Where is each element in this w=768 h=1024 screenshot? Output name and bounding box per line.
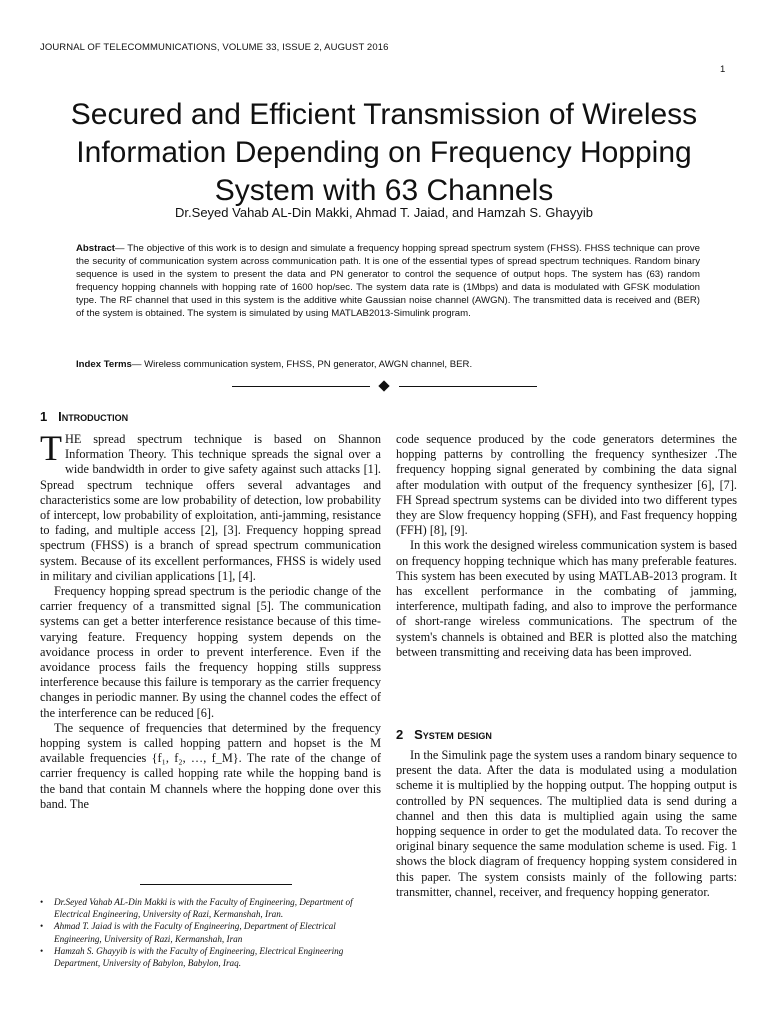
footnote-bullet: • (40, 945, 44, 956)
paper-title: Secured and Efficient Transmission of Wireless Information Depending on Frequency Hopping System with 63 Channels (70, 98, 698, 208)
intro-paragraph-1-text: HE spread spectrum technique is based on Shannon Information Theory. This technique spreads the signal over a wide bandwidth in order to give safety against such attacks [1]. Spread spectrum technique offers several advantages and characteristics some are low probability of detection, low probability of intercept, low probability of exploitation, anti-jamming, resistance to fading, and multiple access [2], [3]. Frequency hopping spread spectrum (FHSS) is a branch of spread spectrum communication system. Because of its excellent performances, FHSS is widely used in military and civilian applications [1], [4]. (40, 432, 381, 583)
section-2-body (396, 748, 737, 900)
section-divider (232, 379, 537, 393)
index-terms-text: Wireless communication system, FHSS, PN generator, AWGN channel, BER. (144, 359, 473, 370)
intro-paragraph-5: In this work the designed wireless communication system is based on frequency hopping technique which has many preferable features. This system has been executed by using MATLAB-2013 program. It has excellent performance in the combating of jamming, interference, multipath fading, and also to improve the performance of short-range wireless communications. The spectrum of the system's channels is obtained and BER is plotted also the matching between transmitting and receiving data has been improved. (396, 538, 737, 659)
divider-line-right (399, 386, 537, 387)
page-number: 1 (720, 64, 726, 75)
intro-paragraph-4: code sequence produced by the code generators determines the hopping patterns by controlling the frequency synthesizer .The frequency hopping signal generated by combining the data signal after modulation with output of the frequency synthesizer [6], [7]. FH Spread spectrum systems can be divided into two different types they are Slow frequency hopping (SFH), and Fast frequency hopping (FFH) [8], [9]. (396, 432, 737, 538)
footnote-bullet: • (40, 921, 44, 932)
abstract-separator: — (114, 243, 128, 254)
index-terms-separator: — (131, 359, 145, 370)
right-column (396, 432, 737, 660)
footnote-text: Dr.Seyed Vahab AL-Din Makki is with the Faculty of Engineering, Department of Electrical Engineering, University of Razi, Kermanshah, Iran. (54, 897, 353, 920)
footnote-item (40, 896, 381, 920)
footnote-rule (140, 884, 292, 885)
system-design-paragraph-1: In the Simulink page the system uses a random binary sequence to present the data. After the data is modulated using a modulation scheme it is multiplied by the hopping output. The hopping output is controlled by PN sequences. The multiplied data is send during a channel and then this data is multiplied again using the same hopping sequence in order to get the modulated data. To recover the original binary sequence the same modulation scheme is used. Fig. 1 shows the block diagram of frequency hopping system considered in this paper. The system consists mainly of the following parts: transmitter, channel, receiver, and frequency hopping generator. (396, 748, 737, 899)
footnote-item (40, 920, 381, 944)
paper-authors: Dr.Seyed Vahab AL-Din Makki, Ahmad T. Jaiad, and Hamzah S. Ghayyib (175, 205, 593, 220)
footnote-text: Hamzah S. Ghayyib is with the Faculty of Engineering, Electrical Engineering Department, University of Babylon, Babylon, Iraq. (54, 945, 344, 969)
abstract-text: The objective of this work is to design and simulate a frequency hopping spread spectrum system (FHSS). FHSS technique can prove the security of communication system across communication path. It is one of the essential types of spread spectrum techniques. Random binary sequence is used in the system to present the data and PN generator to control the sequence of output hops. The system has (63) random frequency hopping channels with hopping rate of 1600 hop/sec. The system data rate is (1Mbps) and data is modulated with GFSK modulation type. The RF channel that used in this system is the additive white Gaussian noise channel (AWGN). The transmitted data is received and (BER) of the system is obtained. The system is simulated by using MATLAB2013-Simulink program. (76, 243, 700, 319)
intro-paragraph-1 (40, 428, 381, 584)
section-2-heading (396, 727, 492, 742)
section-2-number: 2 (396, 727, 404, 742)
footnotes (40, 896, 381, 969)
abstract-label: Abstract (76, 243, 115, 254)
footnote-text: Ahmad T. Jaiad is with the Faculty of Engineering, Department of Electrical Engineering, University of Razi, Kermanshah, Iran (54, 921, 336, 944)
footnote-bullet: • (40, 897, 44, 907)
intro-paragraph-2: Frequency hopping spread spectrum is the periodic change of the carrier frequency of a transmitted signal [5]. The communication systems can get a better interference resistance because of this time-varying feature. Frequency hopping system depends on the avoidance process in order to prevent interference. Even if the avoidance process fails the frequency hopping stills suppress interference because this failure is temporary as the carrier frequency changes in periodic manner. By using the channel codes the effect of the interference can be reduced [6]. (40, 584, 381, 720)
diamond-icon (378, 380, 389, 391)
drop-cap: T (40, 428, 62, 468)
left-column (40, 428, 381, 812)
abstract (76, 243, 700, 320)
footnote-item (40, 945, 381, 969)
index-terms (76, 359, 700, 370)
section-2-title: System design (414, 727, 492, 742)
journal-header: JOURNAL OF TELECOMMUNICATIONS, VOLUME 33, ISSUE 2, AUGUST 2016 (40, 42, 389, 53)
index-terms-label: Index Terms (76, 359, 132, 370)
divider-line-left (232, 386, 370, 387)
section-1-heading (40, 409, 128, 424)
section-1-number: 1 (40, 409, 48, 424)
intro-paragraph-3: The sequence of frequencies that determined by the frequency hopping system is called hopping pattern and hopset is the M available frequencies {f₁, f₂, …, f_M}. The rate of the change of carrier frequency is called hopping rate while the hopping band is the band that contain M channels where the hopping done over this band. The (40, 720, 381, 811)
section-1-title: Introduction (58, 409, 129, 424)
